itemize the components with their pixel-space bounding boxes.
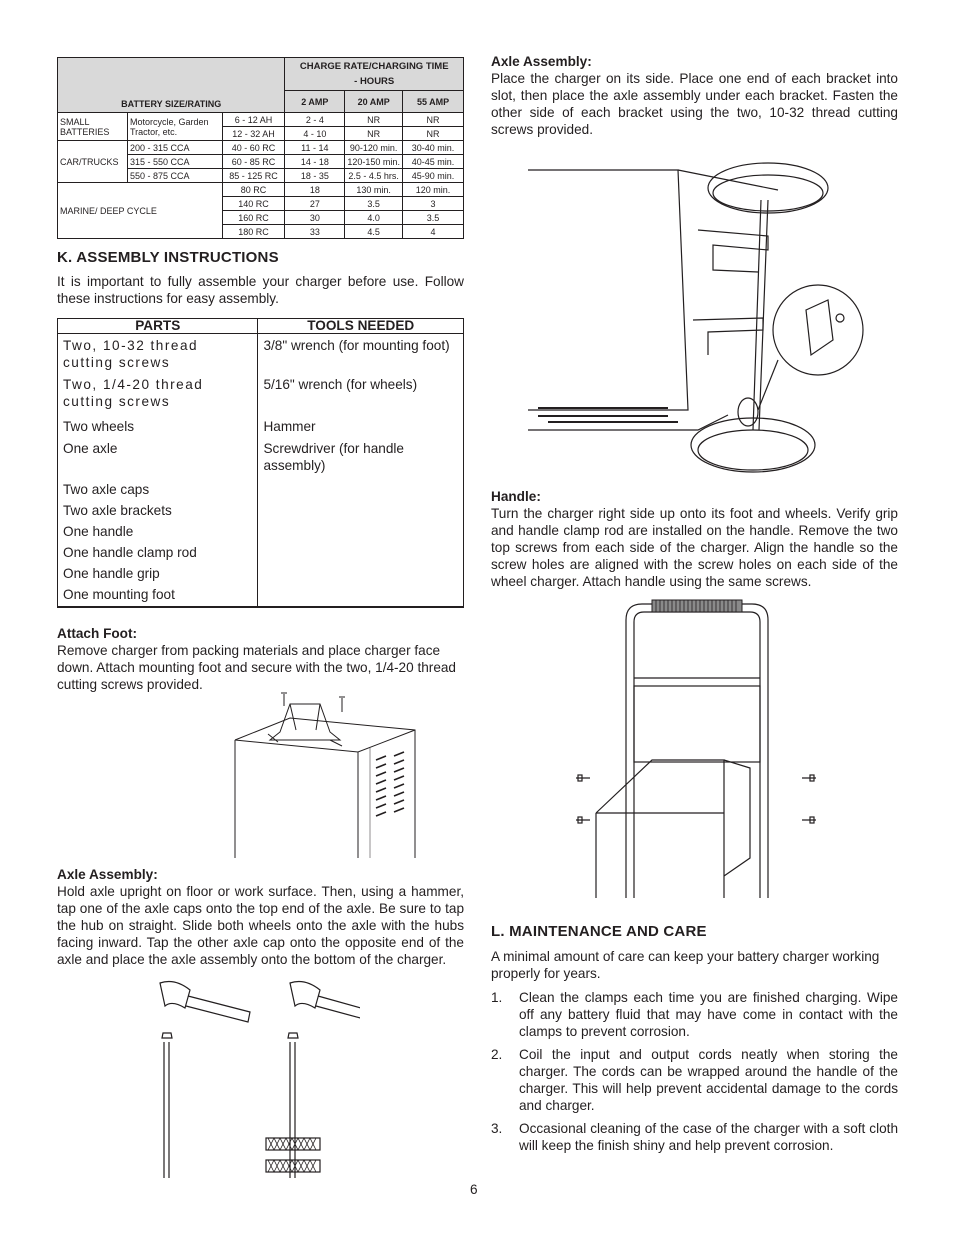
table-cell: 85 - 125 RC: [222, 169, 285, 183]
tool-item: [258, 481, 464, 502]
list-item: [491, 989, 898, 1040]
list-number: 2.: [491, 1047, 503, 1062]
table-cell: 27: [285, 197, 345, 211]
hammer-axle-illustration: [150, 978, 360, 1188]
table-cell: 11 - 14: [285, 141, 345, 155]
tools-header: TOOLS NEEDED: [258, 319, 464, 334]
part-item: One handle: [58, 523, 258, 544]
handle-text: Turn the charger right side up onto its foot and wheels. Verify grip and handle clamp rod are installed on the handle. Remove the two top screws from each side of the charger. Align the handle so the screw holes are aligned with the screw holes on each side of the wheel charger. Attach handle using the same screws.: [491, 506, 898, 589]
table-cell: 3: [403, 197, 464, 211]
table-cell: 18 - 35: [285, 169, 345, 183]
parts-header: PARTS: [58, 319, 258, 334]
tool-item: 5/16" wrench (for wheels): [258, 376, 464, 418]
table-cell: 30: [285, 211, 345, 225]
table-cell: 80 RC: [222, 183, 285, 197]
attach-foot-block: [57, 625, 464, 693]
list-number: 1.: [491, 990, 503, 1005]
table-cell: 45-90 min.: [403, 169, 464, 183]
handle-title: Handle:: [491, 489, 541, 504]
table-cell: 2 - 4: [285, 113, 345, 127]
axle-assembly-block: [57, 866, 464, 968]
table-cell: NR: [403, 127, 464, 141]
part-item: Two, 1/4-20 thread cutting screws: [58, 376, 258, 418]
table-cell: 4 - 10: [285, 127, 345, 141]
table-cell: 140 RC: [222, 197, 285, 211]
table-cell: 180 RC: [222, 225, 285, 239]
battery-size-header: BATTERY SIZE/RATING: [58, 58, 285, 113]
axle-bracket-title: Axle Assembly:: [491, 54, 592, 69]
table-cell: 33: [285, 225, 345, 239]
part-item: One mounting foot: [58, 586, 258, 607]
page-number: 6: [470, 1182, 478, 1197]
tool-item: [258, 586, 464, 607]
table-cell: 4.5: [345, 225, 403, 239]
attach-foot-title: Attach Foot:: [57, 626, 138, 641]
table-cell: 40 - 60 RC: [222, 141, 285, 155]
part-item: Two axle brackets: [58, 502, 258, 523]
group-label: MARINE/ DEEP CYCLE: [58, 183, 223, 239]
section-l-title: L. MAINTENANCE AND CARE: [491, 923, 707, 940]
section-l-intro: A minimal amount of care can keep your battery charger working properly for years.: [491, 949, 880, 981]
attach-foot-text: Remove charger from packing materials and place charger face down. Attach mounting foot and secure with the two, 1/4-20 thread cutting screws provided.: [57, 643, 456, 692]
tool-item: 3/8" wrench (for mounting foot): [258, 334, 464, 376]
table-cell: 14 - 18: [285, 155, 345, 169]
handle-block: [491, 488, 898, 590]
part-item: Two, 10-32 thread cutting screws: [58, 334, 258, 376]
table-cell: 30-40 min.: [403, 141, 464, 155]
part-item: Two axle caps: [58, 481, 258, 502]
axle-assembly-text: Hold axle upright on floor or work surface. Then, using a hammer, tap one of the axle caps onto the top end of the axle. Be sure to tap the hub on straight. Slide both wheels onto the axle with the hubs facing inward. Tap the other axle cap onto the opposite end of the axle and place the axle assembly onto the bottom of the charger.: [57, 884, 464, 967]
part-item: One axle: [58, 440, 258, 481]
group-label: CAR/TRUCKS: [58, 141, 128, 183]
amp-header: 55 AMP: [403, 91, 464, 113]
axle-bracket-text: Place the charger on its side. Place one end of each bracket into slot, then place the axle assembly under each bracket. Fasten the other side of each bracket using the two, 10-32 thread cutting screws provided.: [491, 71, 898, 137]
amp-header: 2 AMP: [285, 91, 345, 113]
part-item: One handle grip: [58, 565, 258, 586]
table-cell: NR: [403, 113, 464, 127]
battery-size-table: [57, 57, 464, 239]
battery-type: 550 - 875 CCA: [127, 169, 222, 183]
table-cell: 90-120 min.: [345, 141, 403, 155]
parts-tools-table: [57, 318, 464, 608]
table-cell: 12 - 32 AH: [222, 127, 285, 141]
tool-item: Hammer: [258, 418, 464, 440]
handle-illustration: [574, 598, 824, 900]
section-k-title: K. ASSEMBLY INSTRUCTIONS: [57, 249, 279, 266]
table-cell: 18: [285, 183, 345, 197]
list-text: Occasional cleaning of the case of the charger with a soft cloth will keep the finish shiny and help prevent corrosion.: [519, 1121, 898, 1153]
table-cell: 3.5: [403, 211, 464, 225]
table-cell: 120-150 min.: [345, 155, 403, 169]
amp-header: 20 AMP: [345, 91, 403, 113]
table-cell: 160 RC: [222, 211, 285, 225]
part-item: Two wheels: [58, 418, 258, 440]
charge-rate-header: CHARGE RATE/CHARGING TIME - HOURS: [285, 58, 464, 91]
tool-item: [258, 544, 464, 565]
axle-bracket-illustration: [528, 160, 868, 480]
axle-assembly-title: Axle Assembly:: [57, 867, 158, 882]
list-item: [491, 1046, 898, 1114]
mounting-foot-illustration: [230, 690, 420, 860]
axle-bracket-block: [491, 53, 898, 138]
table-cell: 4: [403, 225, 464, 239]
list-text: Coil the input and output cords neatly when storing the charger. The cords can be wrapped around the handle of the charger. This will help prevent accidental damage to the cords and charger.: [519, 1047, 898, 1113]
table-cell: 6 - 12 AH: [222, 113, 285, 127]
table-cell: NR: [345, 113, 403, 127]
battery-type: 200 - 315 CCA: [127, 141, 222, 155]
table-cell: NR: [345, 127, 403, 141]
part-item: One handle clamp rod: [58, 544, 258, 565]
list-text: Clean the clamps each time you are finished charging. Wipe off any battery fluid that may have come in contact with the clamps to prevent corrosion.: [519, 990, 898, 1039]
table-cell: 40-45 min.: [403, 155, 464, 169]
battery-type: Motorcycle, Garden Tractor, etc.: [127, 113, 222, 141]
list-number: 3.: [491, 1121, 503, 1136]
table-cell: 4.0: [345, 211, 403, 225]
maintenance-list: [491, 989, 898, 1160]
tool-item: [258, 565, 464, 586]
tool-item: [258, 523, 464, 544]
list-item: [491, 1120, 898, 1154]
table-cell: 130 min.: [345, 183, 403, 197]
group-label: SMALL BATTERIES: [58, 113, 128, 141]
table-cell: 120 min.: [403, 183, 464, 197]
table-cell: 60 - 85 RC: [222, 155, 285, 169]
tool-item: Screwdriver (for handle assembly): [258, 440, 464, 481]
section-k-intro: It is important to fully assemble your charger before use. Follow these instructions for easy assembly.: [57, 274, 464, 306]
tool-item: [258, 502, 464, 523]
battery-type: 315 - 550 CCA: [127, 155, 222, 169]
table-cell: 3.5: [345, 197, 403, 211]
table-cell: 2.5 - 4.5 hrs.: [345, 169, 403, 183]
